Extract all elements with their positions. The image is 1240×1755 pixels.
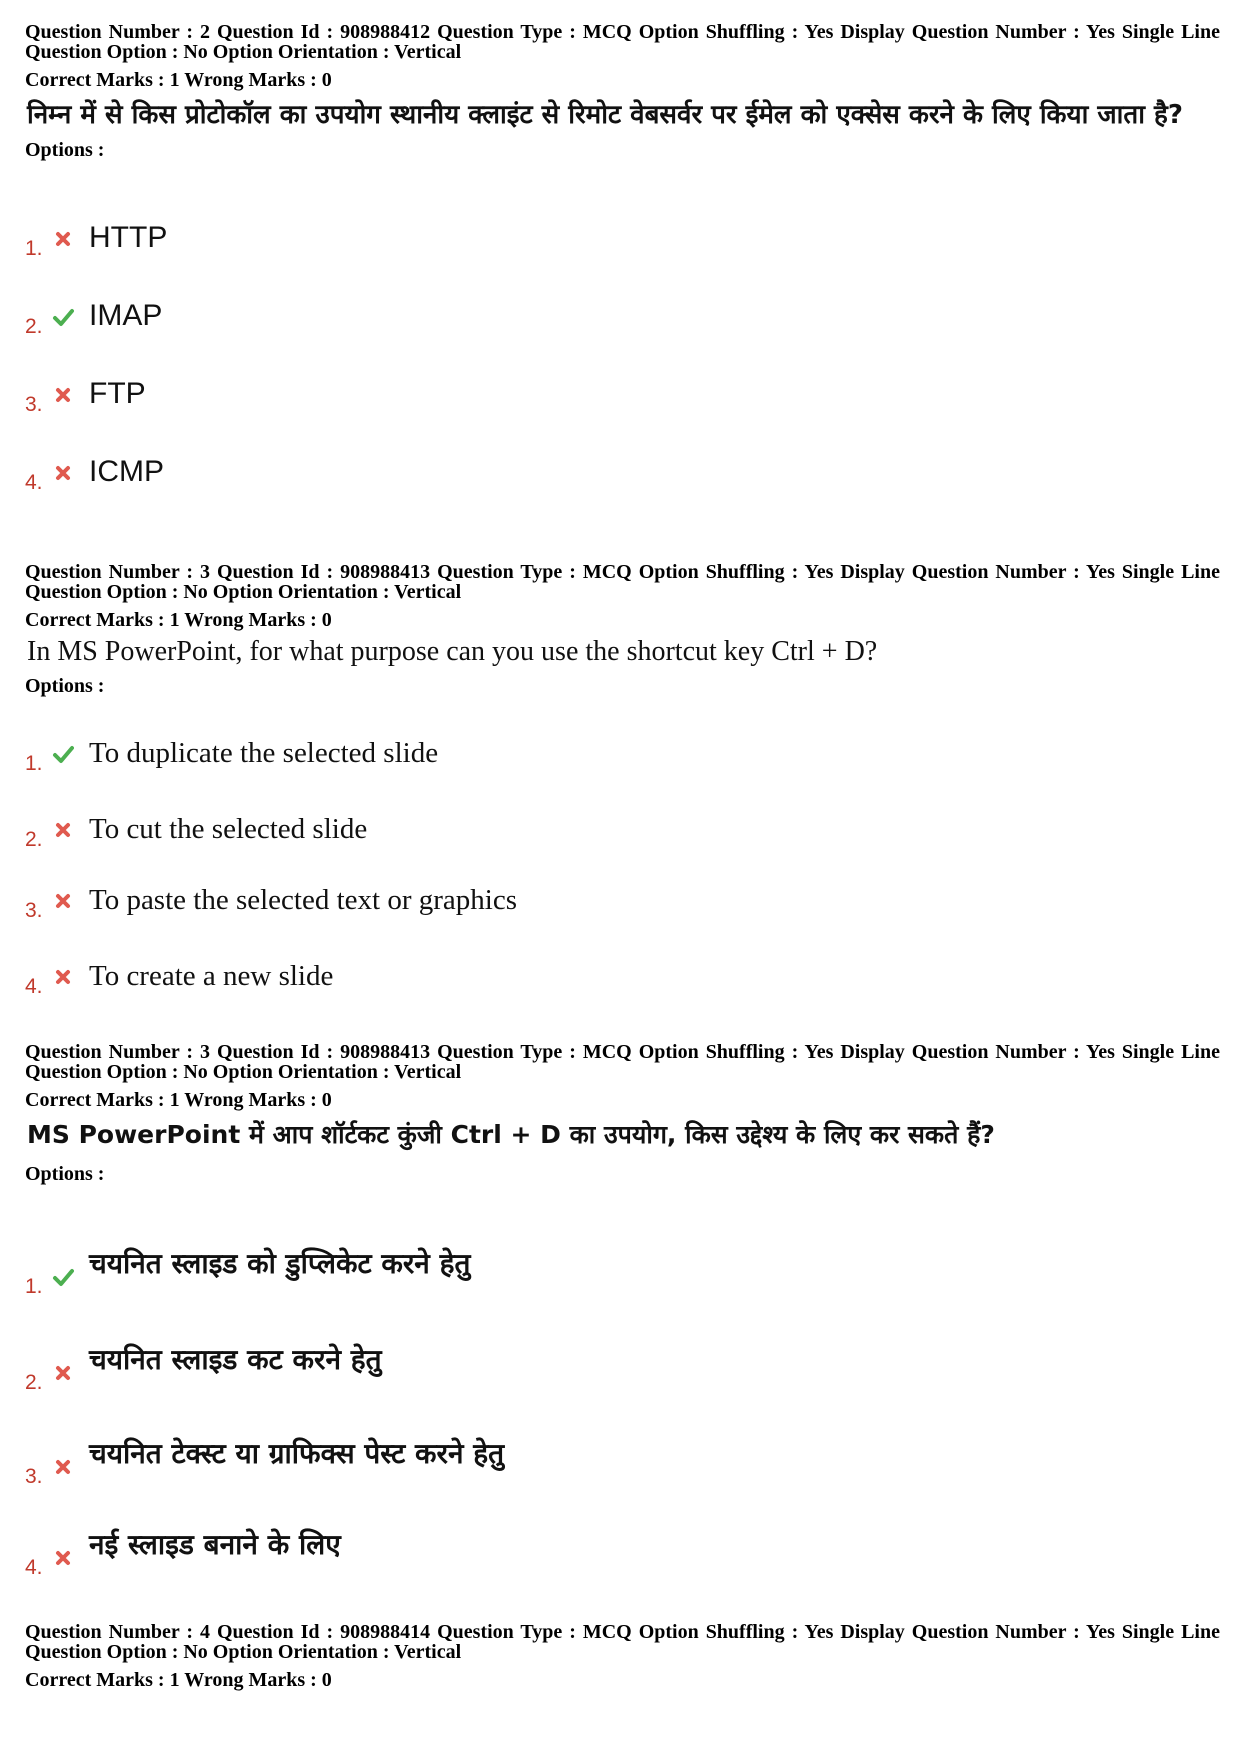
question-text: निम्न में से किस प्रोटोकॉल का उपयोग स्थानीय क्लाइंट से रिमोट वेबसर्वर पर ईमेल को एक्सेस करने के लिए किया जाता है? bbox=[27, 100, 1183, 130]
option-text: To create a new slide bbox=[89, 960, 334, 992]
option-number: 1. bbox=[25, 237, 43, 260]
question-marks: Correct Marks : 1 Wrong Marks : 0 bbox=[25, 609, 332, 631]
option-number: 3. bbox=[25, 393, 43, 416]
wrong-icon bbox=[52, 228, 74, 250]
option-text: To duplicate the selected slide bbox=[89, 737, 439, 769]
wrong-icon bbox=[52, 966, 74, 988]
option-text: To paste the selected text or graphics bbox=[89, 884, 517, 916]
wrong-icon bbox=[52, 1456, 74, 1478]
wrong-icon bbox=[52, 462, 74, 484]
question-meta: Question Number : 3 Question Id : 908988413 Question Type : MCQ Option Shuffling : Yes Display Question Number : Yes Single Line Question Option : No Option Orientation : Vertical bbox=[25, 1041, 1220, 1083]
question-meta: Question Number : 3 Question Id : 908988413 Question Type : MCQ Option Shuffling : Yes Display Question Number : Yes Single Line Question Option : No Option Orientation : Vertical bbox=[25, 561, 1220, 603]
wrong-icon bbox=[52, 1547, 74, 1569]
correct-icon bbox=[52, 1266, 74, 1288]
option-text: IMAP bbox=[89, 299, 163, 332]
option-number: 4. bbox=[25, 471, 43, 494]
question-block-q2 bbox=[25, 21, 1220, 494]
question-marks: Correct Marks : 1 Wrong Marks : 0 bbox=[25, 1089, 332, 1111]
option-text: FTP bbox=[89, 377, 146, 410]
question-block-q3-hindi bbox=[25, 1041, 1220, 1579]
question-text: In MS PowerPoint, for what purpose can you use the shortcut key Ctrl + D? bbox=[27, 636, 878, 667]
question-text: MS PowerPoint में आप शॉर्टकट कुंजी Ctrl + D का उपयोग, किस उद्देश्य के लिए कर सकते हैं? bbox=[27, 1120, 995, 1149]
option-text: HTTP bbox=[89, 221, 168, 254]
correct-icon bbox=[52, 306, 74, 328]
wrong-icon bbox=[52, 890, 74, 912]
option-number: 2. bbox=[25, 1371, 43, 1394]
wrong-icon bbox=[52, 1362, 74, 1384]
option-number: 2. bbox=[25, 828, 43, 851]
options-label: Options : bbox=[25, 675, 105, 697]
question-marks: Correct Marks : 1 Wrong Marks : 0 bbox=[25, 1669, 332, 1691]
option-number: 4. bbox=[25, 1556, 43, 1579]
correct-icon bbox=[52, 743, 74, 765]
question-block-q4 bbox=[25, 1622, 1220, 1690]
option-number: 1. bbox=[25, 1275, 43, 1298]
option-number: 2. bbox=[25, 315, 43, 338]
option-text: चयनित टेक्स्ट या ग्राफिक्स पेस्ट करने हेतु bbox=[89, 1437, 505, 1470]
option-text: चयनित स्लाइड को डुप्लिकेट करने हेतु bbox=[89, 1247, 471, 1280]
options-label: Options : bbox=[25, 139, 105, 161]
option-number: 3. bbox=[25, 899, 43, 922]
wrong-icon bbox=[52, 384, 74, 406]
option-text: ICMP bbox=[89, 455, 164, 488]
question-block-q3-english bbox=[25, 561, 1220, 998]
question-meta: Question Number : 2 Question Id : 908988412 Question Type : MCQ Option Shuffling : Yes Display Question Number : Yes Single Line Question Option : No Option Orientation : Vertical bbox=[25, 21, 1220, 63]
option-text: चयनित स्लाइड कट करने हेतु bbox=[89, 1343, 382, 1376]
option-number: 4. bbox=[25, 975, 43, 998]
option-number: 1. bbox=[25, 752, 43, 775]
wrong-icon bbox=[52, 819, 74, 841]
options-label: Options : bbox=[25, 1163, 105, 1185]
option-text: नई स्लाइड बनाने के लिए bbox=[89, 1528, 341, 1561]
question-meta: Question Number : 4 Question Id : 908988414 Question Type : MCQ Option Shuffling : Yes Display Question Number : Yes Single Line Question Option : No Option Orientation : Vertical bbox=[25, 1621, 1220, 1663]
option-text: To cut the selected slide bbox=[89, 813, 368, 845]
question-marks: Correct Marks : 1 Wrong Marks : 0 bbox=[25, 69, 332, 91]
option-number: 3. bbox=[25, 1465, 43, 1488]
